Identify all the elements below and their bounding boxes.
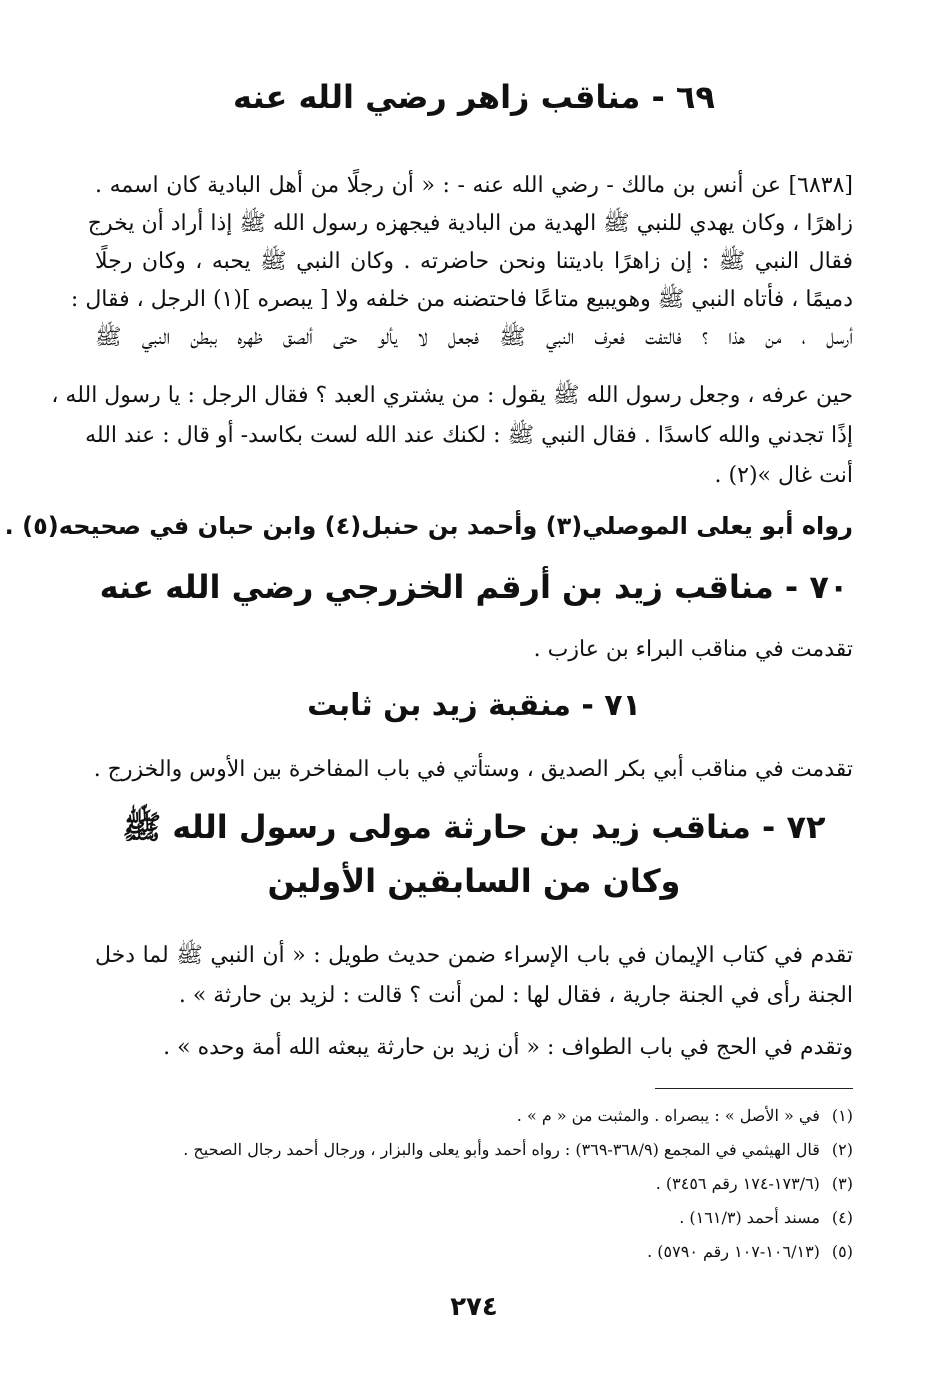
footnote: (٣) (١٧٣/٦-١٧٤ رقم ٣٤٥٦) .: [655, 1174, 853, 1193]
footnote: (٥) (١٠٦/١٣-١٠٧ رقم ٥٧٩٠) .: [647, 1242, 853, 1261]
section-71-title: ٧١ - منقبة زيد بن ثابت: [307, 688, 641, 723]
hadith-line: زاهرًا ، وكان يهدي للنبي ﷺ الهدية من البادية فيجهزه رسول الله ﷺ إذا أراد أن يخرج: [87, 211, 853, 236]
section-70-title: ٧٠ - مناقب زيد بن أرقم الخزرجي رضي الله عنه: [99, 568, 849, 606]
hadith-line: فقال النبي ﷺ : إن زاهرًا باديتنا ونحن حاضرته . وكان النبي ﷺ يحبه ، وكان رجلًا: [95, 249, 853, 274]
hadith-line: أنت غال »(٢) .: [714, 463, 853, 488]
hadith-line: أرسل ، من هذا ؟ فالتفت فعرف النبي ﷺ فجعل لا يألو حتى ألصق ظهره ببطن النبي ﷺ: [95, 325, 853, 350]
hadith-line: [٦٨٣٨] عن أنس بن مالك - رضي الله عنه - : « أن رجلًا من أهل البادية كان اسمه .: [95, 173, 853, 198]
narrators-line: رواه أبو يعلى الموصلي(٣) وأحمد بن حنبل(٤) وابن حبان في صحيحه(٥) .: [4, 512, 853, 540]
footnote-separator: [655, 1088, 853, 1089]
section-69-title: ٦٩ - مناقب زاهر رضي الله عنه: [233, 78, 715, 116]
footnote: (١) في « الأصل » : يبصراه . والمثبت من « م » .: [516, 1106, 853, 1125]
section-72-line: تقدم في كتاب الإيمان في باب الإسراء ضمن حديث طويل : « أن النبي ﷺ لما دخل: [95, 943, 853, 968]
hadith-line: إذًا تجدني والله كاسدًا . فقال النبي ﷺ : لكنك عند الله لست بكاسد- أو قال : عند الله: [85, 423, 853, 448]
page-number: ٢٧٤: [450, 1292, 498, 1322]
hadith-line: دميمًا ، فأتاه النبي ﷺ وهويبيع متاعًا فاحتضنه من خلفه ولا [ يبصره ](١) الرجل ، فقال :: [70, 287, 853, 312]
footnote: (٤) مسند أحمد (١٦١/٣) .: [679, 1208, 853, 1227]
section-72-subtitle: وكان من السابقين الأولين: [267, 862, 681, 900]
section-70-text: تقدمت في مناقب البراء بن عازب .: [533, 637, 853, 662]
footnote: (٢) قال الهيثمي في المجمع (٣٦٨/٩-٣٦٩) : رواه أحمد وأبو يعلى والبزار ، ورجال أحمد رجال الصحيح .: [183, 1140, 853, 1159]
section-72-line: الجنة رأى في الجنة جارية ، فقال لها : لمن أنت ؟ قالت : لزيد بن حارثة » .: [178, 983, 853, 1008]
section-71-text: تقدمت في مناقب أبي بكر الصديق ، وستأتي في باب المفاخرة بين الأوس والخزرج .: [93, 757, 853, 782]
hadith-line: حين عرفه ، وجعل رسول الله ﷺ يقول : من يشتري العبد ؟ فقال الرجل : يا رسول الله ،: [51, 383, 853, 408]
section-72-title: ٧٢ - مناقب زيد بن حارثة مولى رسول الله ﷺ: [122, 808, 826, 846]
section-72-line: وتقدم في الحج في باب الطواف : « أن زيد بن حارثة يبعثه الله أمة وحده » .: [163, 1035, 853, 1060]
